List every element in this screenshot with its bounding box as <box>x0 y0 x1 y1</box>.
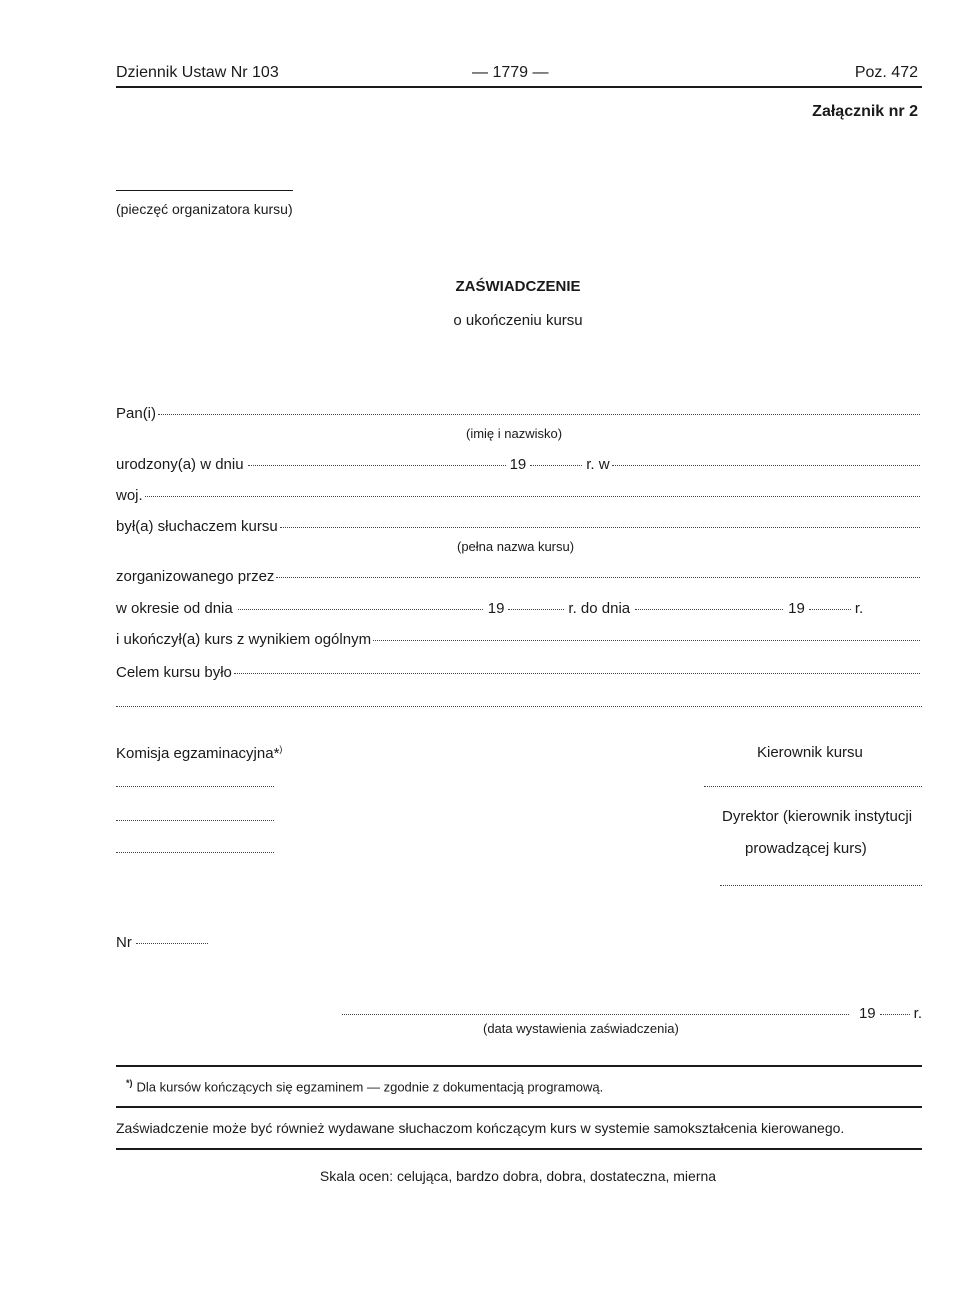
birth-field <box>116 456 922 473</box>
organizer-dots <box>276 577 920 578</box>
issue-year-dots <box>880 1014 910 1015</box>
period-end-dots <box>635 609 783 610</box>
page-number: — 1779 — <box>472 64 549 81</box>
stamp-line <box>116 190 293 191</box>
period-start-year-prefix: 19 <box>487 600 505 617</box>
issue-date-caption: (data wystawienia zaświadczenia) <box>483 1021 679 1036</box>
birth-year-dots <box>530 465 582 466</box>
self-study-note: Zaświadczenie może być również wydawane słuchaczom kończącym kurs w systemie samokształcenia kierowanego. <box>116 1120 845 1136</box>
period-end-year-dots <box>809 609 851 610</box>
organizer-field <box>116 568 922 585</box>
result-field <box>116 631 922 648</box>
course-head-dots <box>704 776 922 787</box>
result-label: i ukończył(a) kurs z wynikiem ogólnym <box>116 631 372 648</box>
footnote-mark: *) <box>126 1078 133 1088</box>
goal-dots <box>234 673 920 674</box>
footnote-text: Dla kursów kończących się egzaminem — zgodnie z dokumentacją programową. <box>136 1079 604 1095</box>
commission-member-2-dots <box>116 810 274 821</box>
voivodeship-field <box>116 487 922 504</box>
note-rule <box>116 1148 922 1150</box>
period-start-year-dots <box>508 609 564 610</box>
birth-label: urodzony(a) w dniu <box>116 456 244 473</box>
birth-year-prefix: 19 <box>509 456 527 473</box>
position-number: Poz. 472 <box>854 64 918 81</box>
commission-footnote-mark: ) <box>279 744 283 754</box>
period-field <box>116 600 922 617</box>
stamp-caption: (pieczęć organizatora kursu) <box>116 201 293 217</box>
course-dots <box>280 527 920 528</box>
issue-date-field <box>340 1005 922 1022</box>
goal-label: Celem kursu było <box>116 664 232 681</box>
journal-title: Dziennik Ustaw Nr 103 <box>116 64 279 81</box>
commission-label: Komisja egzaminacyjna*) <box>116 744 283 762</box>
issue-year-suffix: r. <box>913 1005 922 1022</box>
voivodeship-dots <box>145 496 920 497</box>
period-label: w okresie od dnia <box>116 600 233 617</box>
footnote-rule-bottom <box>116 1106 922 1108</box>
course-head-label: Kierownik kursu <box>757 744 863 761</box>
organizer-label: zorganizowanego przez <box>116 568 275 585</box>
birth-place-label: r. w <box>586 456 610 473</box>
issue-year-prefix: 19 <box>858 1005 876 1022</box>
number-label: Nr <box>116 934 132 951</box>
course-label: był(a) słuchaczem kursu <box>116 518 278 535</box>
director-label-line1: Dyrektor (kierownik instytucji <box>722 808 913 825</box>
goal-dots-line2 <box>116 692 922 707</box>
director-dots <box>720 875 922 886</box>
document-title: ZAŚWIADCZENIE <box>455 278 581 295</box>
name-caption: (imię i nazwisko) <box>466 426 563 441</box>
period-start-dots <box>238 609 483 610</box>
result-dots <box>373 640 920 641</box>
name-dots <box>158 414 920 415</box>
number-field <box>116 934 208 951</box>
course-caption: (pełna nazwa kursu) <box>457 539 575 554</box>
period-to-label: r. do dnia <box>568 600 631 617</box>
birth-place-dots <box>612 465 920 466</box>
course-field <box>116 518 922 535</box>
annex-label: Załącznik nr 2 <box>812 103 918 120</box>
name-label: Pan(i) <box>116 405 157 422</box>
birth-date-dots <box>248 465 506 466</box>
period-end-year-prefix: 19 <box>788 600 805 617</box>
issue-date-dots <box>342 1014 849 1015</box>
name-field <box>116 405 922 422</box>
footnote <box>126 1078 603 1094</box>
goal-field <box>116 664 922 681</box>
footnote-rule-top <box>116 1065 922 1067</box>
number-dots <box>136 943 208 944</box>
director-label-line2: prowadzącej kurs) <box>745 840 867 857</box>
period-end-suffix: r. <box>854 600 864 617</box>
grading-scale: Skala ocen: celująca, bardzo dobra, dobra, dostateczna, mierna <box>319 1168 717 1184</box>
commission-member-1-dots <box>116 776 274 787</box>
commission-member-3-dots <box>116 842 274 853</box>
header-rule <box>116 86 922 88</box>
document-subtitle: o ukończeniu kursu <box>453 312 583 329</box>
voivodeship-label: woj. <box>116 487 143 504</box>
